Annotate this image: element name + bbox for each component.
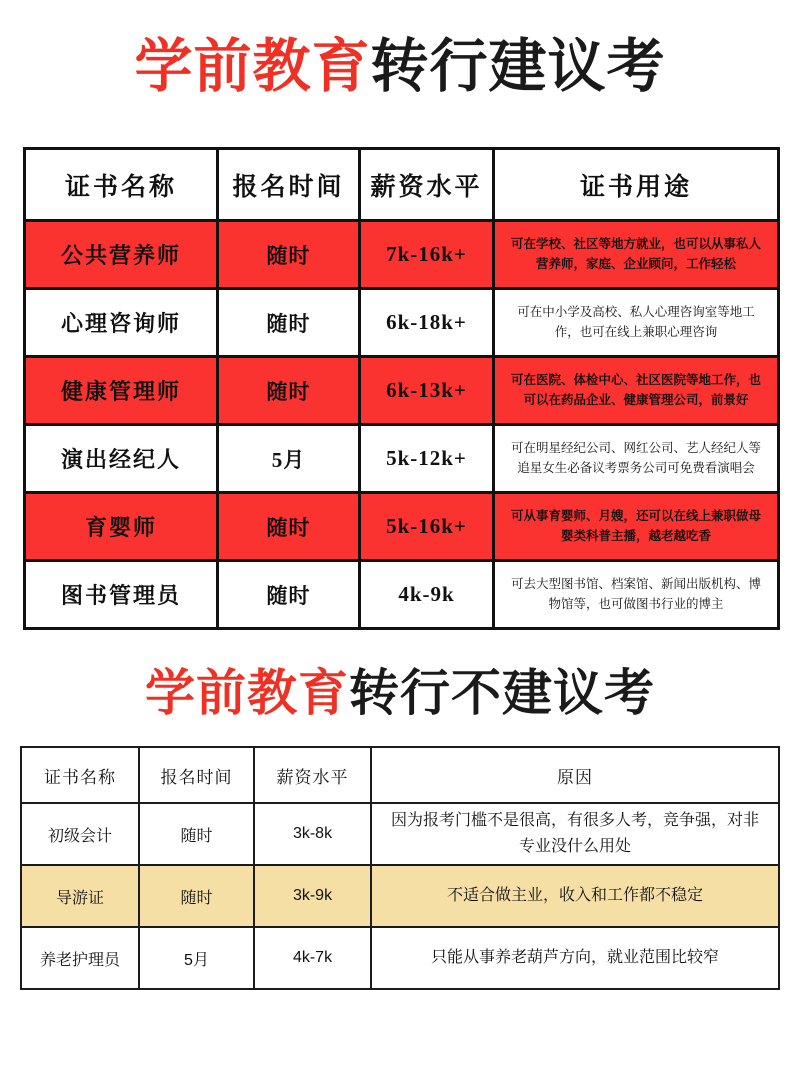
cell-salary: 6k-18k+	[360, 289, 494, 357]
cell-desc: 因为报考门槛不是很高，有很多人考，竞争强，对非专业没什么用处	[371, 803, 779, 865]
cell-name: 公共营养师	[25, 221, 218, 289]
cell-name: 健康管理师	[25, 357, 218, 425]
table-row	[21, 803, 779, 865]
table-row	[25, 493, 779, 561]
cell-desc: 可从事育婴师、月嫂，还可以在线上兼职做母婴类科普主播，越老越吃香	[494, 493, 779, 561]
cell-desc: 可在医院、体检中心、社区医院等地工作，也可以在药品企业、健康管理公司，前景好	[494, 357, 779, 425]
page-title-recommended	[0, 34, 800, 99]
column-header-3: 薪资水平	[254, 747, 371, 803]
title-recommended-black: 转行建议考	[370, 34, 666, 99]
table-header-row	[21, 747, 779, 803]
title-recommended-red: 学前教育	[134, 34, 371, 99]
cell-name: 育婴师	[25, 493, 218, 561]
cell-salary: 5k-12k+	[360, 425, 494, 493]
table-row	[25, 561, 779, 629]
cell-salary: 7k-16k+	[360, 221, 494, 289]
cell-salary: 6k-13k+	[360, 357, 494, 425]
cell-name: 演出经纪人	[25, 425, 218, 493]
page-title-not-recommended	[0, 665, 800, 721]
cell-time: 随时	[218, 493, 360, 561]
table-header-row	[25, 149, 779, 221]
column-header-1: 证书名称	[25, 149, 218, 221]
cell-time: 5月	[139, 927, 254, 989]
cell-name: 心理咨询师	[25, 289, 218, 357]
cell-desc: 可去大型图书馆、档案馆、新闻出版机构、博物馆等，也可做图书行业的博主	[494, 561, 779, 629]
cell-time: 随时	[218, 561, 360, 629]
table-row	[21, 865, 779, 927]
cell-name: 图书管理员	[25, 561, 218, 629]
cell-time: 随时	[218, 289, 360, 357]
table-row	[25, 425, 779, 493]
cell-desc: 可在明星经纪公司、网红公司、艺人经纪人等追星女生必备议考票务公司可免费看演唱会	[494, 425, 779, 493]
cell-salary: 3k-9k	[254, 865, 371, 927]
title-not-recommended-red: 学前教育	[145, 665, 349, 721]
cell-name: 养老护理员	[21, 927, 139, 989]
table-row	[25, 221, 779, 289]
column-header-3: 薪资水平	[360, 149, 494, 221]
table-row	[25, 289, 779, 357]
cell-salary: 5k-16k+	[360, 493, 494, 561]
table-recommended-certificates	[23, 147, 780, 630]
cell-time: 随时	[139, 865, 254, 927]
cell-salary: 3k-8k	[254, 803, 371, 865]
table-row	[25, 357, 779, 425]
cell-name: 导游证	[21, 865, 139, 927]
column-header-2: 报名时间	[218, 149, 360, 221]
cell-desc: 可在学校、社区等地方就业，也可以从事私人营养师，家庭、企业顾问，工作轻松	[494, 221, 779, 289]
cell-time: 5月	[218, 425, 360, 493]
column-header-4: 原因	[371, 747, 779, 803]
table-row	[21, 927, 779, 989]
cell-time: 随时	[218, 221, 360, 289]
column-header-2: 报名时间	[139, 747, 254, 803]
cell-desc: 不适合做主业，收入和工作都不稳定	[371, 865, 779, 927]
column-header-1: 证书名称	[21, 747, 139, 803]
cell-time: 随时	[218, 357, 360, 425]
column-header-4: 证书用途	[494, 149, 779, 221]
cell-desc: 可在中小学及高校、私人心理咨询室等地工作，也可在线上兼职心理咨询	[494, 289, 779, 357]
cell-name: 初级会计	[21, 803, 139, 865]
cell-time: 随时	[139, 803, 254, 865]
title-not-recommended-black: 转行不建议考	[349, 665, 655, 721]
cell-salary: 4k-9k	[360, 561, 494, 629]
table-not-recommended-certificates	[20, 746, 780, 990]
cell-salary: 4k-7k	[254, 927, 371, 989]
cell-desc: 只能从事养老葫芦方向，就业范围比较窄	[371, 927, 779, 989]
